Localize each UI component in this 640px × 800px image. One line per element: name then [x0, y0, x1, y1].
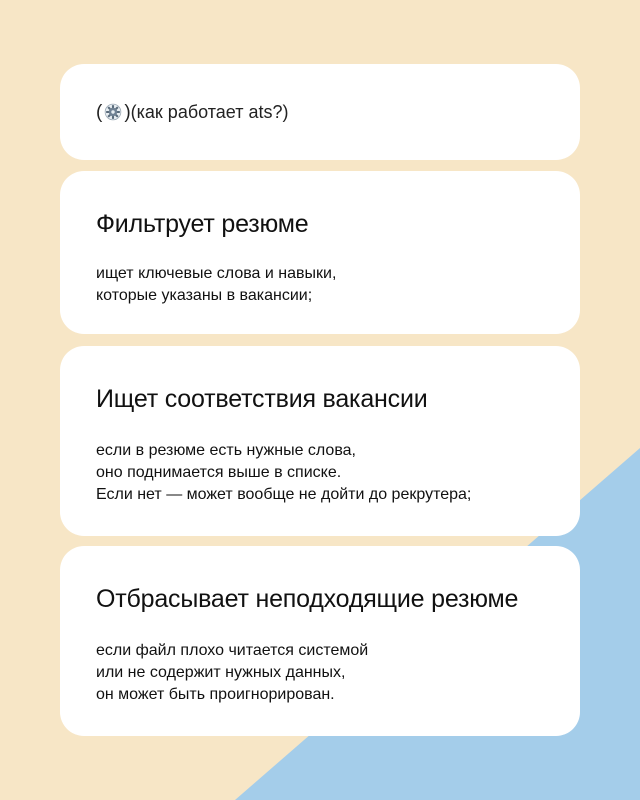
close-paren: ) — [124, 101, 131, 123]
card-description-line: оно поднимается выше в списке. — [96, 464, 342, 481]
card-title: Отбрасывает неподходящие резюме — [96, 585, 519, 613]
card-description — [96, 640, 580, 706]
card-description-line: которые указаны в вакансии; — [96, 287, 313, 304]
header-card — [60, 64, 580, 160]
header-text: (как работает ats?) — [130, 101, 289, 122]
card-description-line: Если нет — может вообще не дойти до рекрутера; — [96, 486, 472, 503]
card-description — [96, 440, 580, 506]
gear-icon — [103, 102, 123, 122]
card-title: Ищет соответствия вакансии — [96, 385, 428, 413]
card-description-line: он может быть проигнорирован. — [96, 686, 335, 703]
card-description-line: если файл плохо читается системой — [96, 642, 369, 659]
card-title: Фильтрует резюме — [96, 210, 309, 238]
card-filter-resume — [60, 171, 580, 334]
open-paren: ( — [96, 101, 103, 123]
card-description-line: или не содержит нужных данных, — [96, 664, 346, 681]
card-reject-resume — [60, 546, 580, 736]
card-description-line: если в резюме есть нужные слова, — [96, 442, 356, 459]
header-row — [96, 102, 288, 123]
card-match-vacancy — [60, 346, 580, 536]
card-description — [96, 263, 580, 307]
card-description-line: ищет ключевые слова и навыки, — [96, 265, 337, 282]
